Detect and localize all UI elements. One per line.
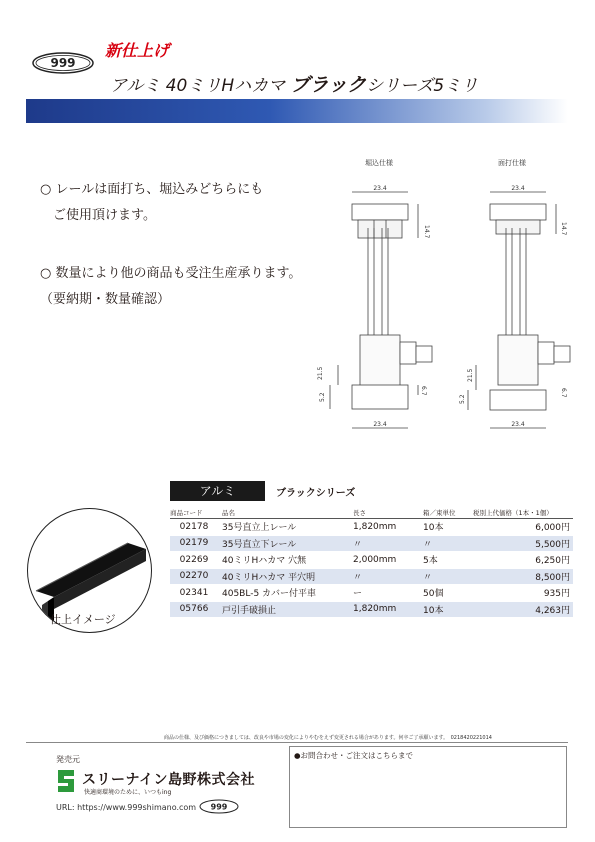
title-part-c: シリーズ5ミリ [366, 76, 479, 96]
company-url[interactable]: URL: https://www.999shimano.com [56, 803, 197, 812]
company-name: スリーナイン島野株式会社 [82, 772, 256, 788]
note-custom [40, 261, 301, 313]
dim-top-left: 23.4 [373, 185, 387, 192]
drawing-left [330, 192, 432, 428]
cell-unit: 10本 [423, 519, 473, 536]
dim-147-right: 14.7 [560, 222, 567, 236]
series-label: ブラックシリーズ [276, 488, 356, 499]
dim-52-right: 5.2 [459, 394, 466, 404]
brand-logo-small-text: 999 [210, 802, 228, 812]
cell-price: 935円 [473, 585, 573, 602]
note-rail [40, 177, 263, 229]
brand-logo-text: 999 [50, 56, 76, 70]
dim-52-left: 5.2 [319, 392, 326, 402]
cell-unit: 5本 [423, 552, 473, 569]
table-row [170, 601, 573, 618]
cell-name: 戸引手破損止 [218, 601, 353, 618]
cell-name: 35号直立上レール [218, 519, 353, 536]
cell-length: 〃 [353, 535, 423, 552]
cell-code: 02341 [170, 585, 218, 602]
cell-unit: 10本 [423, 601, 473, 618]
dim-215-right: 21.5 [467, 368, 474, 382]
dim-top-right: 23.4 [511, 185, 525, 192]
table-header-row [170, 506, 573, 519]
dim-67-left: 6.7 [420, 386, 427, 396]
cell-code: 02179 [170, 535, 218, 552]
table-row [170, 535, 573, 552]
col-unit: 箱／束単位 [423, 506, 473, 519]
note-line-3: ○ 数量により他の商品も受注生産承ります。 [40, 266, 302, 281]
table-row [170, 585, 573, 602]
technical-drawing [300, 170, 590, 440]
divider [26, 742, 568, 743]
cell-length: 2,000mm [353, 552, 423, 569]
title-part-b: ブラック [290, 74, 367, 96]
page-title [110, 70, 478, 97]
fineprint: 商品の仕様、及び価格につきましては、改良や市場の変化によりやむをえず変更される場合があります。何卒ご了承願います。 0218420221014 [164, 735, 492, 741]
cell-price: 4,263円 [473, 601, 573, 618]
cell-code: 05766 [170, 601, 218, 618]
badge-new-finish: 新仕上げ [105, 41, 170, 60]
brand-logo [32, 52, 94, 74]
col-code: 商品コード [170, 506, 218, 519]
cell-name: 40ミリHハカマ 平穴明 [218, 568, 353, 585]
inquiry-box [289, 746, 567, 828]
cell-length: ー [353, 585, 423, 602]
cell-name: 40ミリHハカマ 穴無 [218, 552, 353, 569]
note-line-1: ○ レールは面打ち、堀込みどちらにも [40, 182, 264, 197]
cell-unit: 50個 [423, 585, 473, 602]
cell-code: 02270 [170, 568, 218, 585]
product-table [170, 506, 573, 618]
drawing-right [468, 192, 570, 428]
cell-length: 〃 [353, 568, 423, 585]
cell-price: 5,500円 [473, 535, 573, 552]
dim-215-left: 21.5 [317, 366, 324, 380]
col-length: 長さ [353, 506, 423, 519]
col-price: 税別上代価格（1本・1個） [473, 506, 573, 519]
note-line-4: （要納期・数量確認） [40, 292, 171, 307]
cell-unit: 〃 [423, 535, 473, 552]
brand-logo-small [199, 799, 239, 814]
dim-bottom-left: 23.4 [373, 421, 387, 428]
header-bar [26, 99, 568, 123]
image-caption: 仕上イメージ [50, 613, 116, 626]
cell-price: 6,000円 [473, 519, 573, 536]
dim-147-left: 14.7 [423, 225, 430, 239]
cell-unit: 〃 [423, 568, 473, 585]
drawing-right-caption: 面打仕様 [498, 159, 526, 167]
company-tagline: 快適商環境のために、いつもing [84, 789, 172, 796]
cell-name: 35号直立下レール [218, 535, 353, 552]
tab-alumi: アルミ [170, 481, 265, 501]
dim-67-right: 6.7 [560, 388, 567, 398]
col-name: 品名 [218, 506, 353, 519]
cell-code: 02269 [170, 552, 218, 569]
cell-price: 8,500円 [473, 568, 573, 585]
table-row [170, 552, 573, 569]
cell-code: 02178 [170, 519, 218, 536]
cell-length: 1,820mm [353, 601, 423, 618]
inquiry-label: ●お問合わせ・ご注文はこちらまで [294, 751, 414, 760]
company-mark-icon [56, 768, 76, 794]
table-row [170, 519, 573, 536]
cell-length: 1,820mm [353, 519, 423, 536]
title-part-a: アルミ 40ミリHハカマ [110, 76, 291, 96]
note-line-2: ご使用頂けます。 [40, 208, 156, 223]
cell-price: 6,250円 [473, 552, 573, 569]
drawing-left-caption: 堀込仕様 [365, 159, 393, 167]
publisher-label: 発売元 [56, 755, 80, 764]
cell-name: 405BL-5 カバー付平車 [218, 585, 353, 602]
dim-bottom-right: 23.4 [511, 421, 525, 428]
table-row [170, 568, 573, 585]
